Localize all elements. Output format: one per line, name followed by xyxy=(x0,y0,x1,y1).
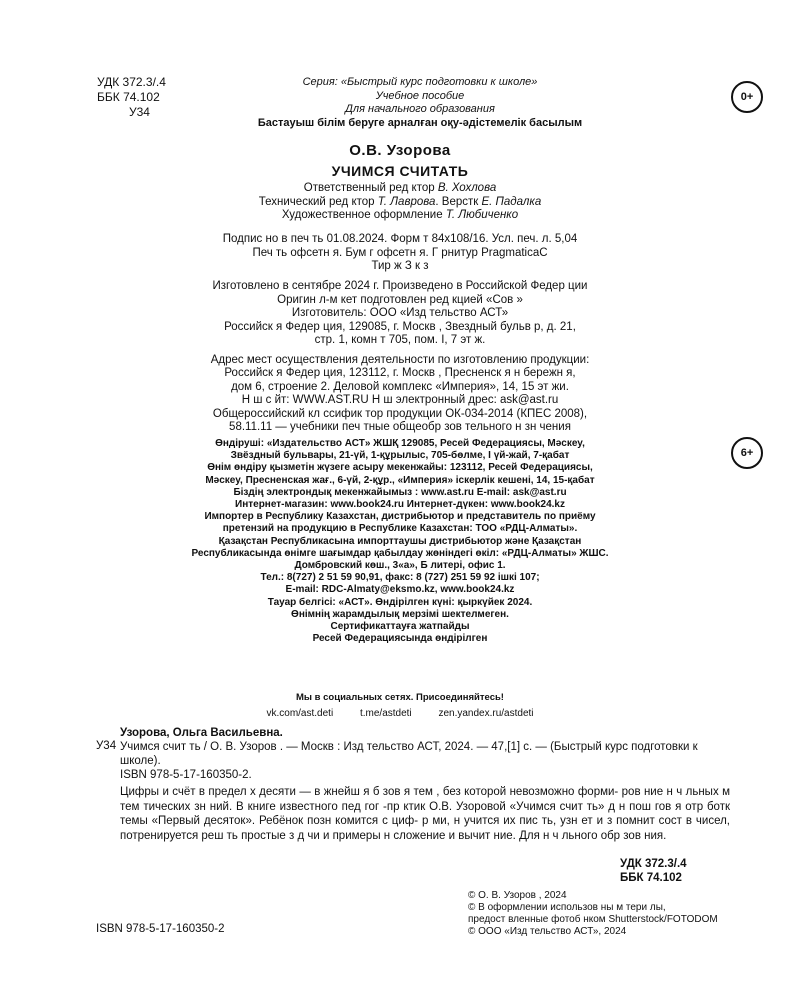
manufacturer-line: 58.11.11 — учебники печ тные общеобр зов тельного н зн чения xyxy=(229,421,571,433)
age-rating-badge-top xyxy=(731,81,763,113)
kazakh-line: Республикасында өнімге шағымдар қабылдау жөніндегі өкіл: «РДЦ-Алматы» ЖШС. xyxy=(191,547,609,559)
social-links xyxy=(0,708,800,719)
manufacturer-line: Н ш с йт: WWW.AST.RU Н ш электронный дрес: ask@ast.ru xyxy=(241,394,559,406)
bottom-udk: УДК 372.3/.4 xyxy=(620,858,687,870)
catalog-entry xyxy=(120,726,730,782)
kazakh-line: Тел.: 8(727) 2 51 59 90,91, факс: 8 (727) 251 59 92 ішкі 107; xyxy=(260,572,540,584)
series-type: Учебное пособие xyxy=(375,89,465,102)
kazakh-line: Интернет-магазин: www.book24.ru Интернет-дүкен: www.book24.kz xyxy=(235,499,565,511)
kazakh-line: Өнімнің жарамдылық мерзімі шектелмеген. xyxy=(291,608,509,620)
kazakh-line: Сертификаттауға жатпайды xyxy=(330,621,470,633)
kazakh-line: Импортер в Республику Казахстан, дистрибьютор и представитель по приёму xyxy=(204,511,596,523)
credit-editor: Ответственный ред ктор В. Хохлова xyxy=(303,182,497,194)
udk-code: УДК 372.3/.4 xyxy=(97,75,166,89)
kazakh-line: Өндіруші: «Издательство АСТ» ЖШҚ 129085, Ресей Федерациясы, Мәскеу, xyxy=(215,438,585,449)
age-rating-label: 6+ xyxy=(740,447,754,459)
copyright-line: © ООО «Изд тельство АСТ», 2024 xyxy=(468,926,627,937)
series-kazakh: Бастауыш білім беруге арналған оқу-әдістемелік басылым xyxy=(257,116,583,129)
credits-block xyxy=(0,182,800,223)
kazakh-line: Звёздный бульвары, 21-үй, 1-құрылыс, 705-бөлме, I үй-жай, 7-қабат xyxy=(230,450,570,462)
social-link-telegram[interactable]: t.me/astdeti xyxy=(359,708,412,719)
manufacturer-line: стр. 1, комн т 705, пом. I, 7 эт ж. xyxy=(314,334,486,346)
copyright-line: © В оформлении использов ны м тери лы, xyxy=(468,902,666,913)
author-mark: У34 xyxy=(129,105,150,119)
social-link-vk[interactable]: vk.com/ast.deti xyxy=(266,708,334,719)
kazakh-line: Қазақстан Республикасына импорттаушы дистрибьютор және Қазақстан xyxy=(218,535,582,547)
series-line: Серия: «Быстрый курс подготовки к школе» xyxy=(302,76,538,88)
manufacturer-info xyxy=(0,280,800,435)
book-title: УЧИМСЯ СЧИТАТЬ xyxy=(331,163,469,179)
social-link-zen[interactable]: zen.yandex.ru/astdeti xyxy=(438,708,534,719)
series-level: Для начального образования xyxy=(345,103,495,115)
kazakh-line: претензий на продукцию в Республике Казахстан: ТОО «РДЦ-Алматы». xyxy=(222,523,578,535)
manufacturer-line: Российск я Федер ция, 123112, г. Москв , Пресненск я н бережн я, xyxy=(224,367,576,379)
age-rating-label: 0+ xyxy=(740,91,754,103)
copyright-line: © О. В. Узоров , 2024 xyxy=(468,890,567,901)
credit-art: Художественное оформление Т. Любиченко xyxy=(281,209,519,221)
manufacturer-line: дом 6, строение 2. Деловой комплекс «Империя», 14, 15 эт жи. xyxy=(231,380,569,393)
manufacturer-line: Изготовлено в сентябре 2024 г. Произведено в Российской Федер ции xyxy=(212,280,588,292)
kazakh-line: Домбровский көш., 3«а», Б литері, офис 1. xyxy=(294,560,506,572)
kazakh-line: Біздің электрондық мекенжайымыз : www.ast.ru E-mail: ask@ast.ru xyxy=(233,486,567,498)
isbn-footer: ISBN 978-5-17-160350-2 xyxy=(96,923,225,935)
series-block xyxy=(210,76,630,130)
catalog-author: Узорова, Ольга Васильевна. xyxy=(120,727,283,739)
manufacturer-line: Российск я Федер ция, 129085, г. Москв , Звездный бульв р, д. 21, xyxy=(224,320,576,333)
print-info-line: Печ ть офсетн я. Бум г офсетн я. Г рнитур PragmaticaC xyxy=(252,246,548,259)
copyright-line: предост вленные фотоб нком Shutterstock/FOTODOM xyxy=(468,914,718,925)
kazakh-line: Мәскеу, Пресненская жағ., 6-үй, 2-құр., «Империя» іскерлік кешені, 14, 15-қабат xyxy=(205,474,595,486)
bottom-codes xyxy=(620,857,687,885)
book-author: О.В. Узорова xyxy=(349,142,451,159)
kazakh-info xyxy=(0,438,800,645)
print-info xyxy=(0,233,800,274)
manufacturer-line: Адрес мест осуществления деятельности по изготовлению продукции: xyxy=(210,353,590,366)
catalog-description: Учимся счит ть / О. В. Узоров . — Москв : Изд тельство АСТ, 2024. — 47,[1] с. — (Быстрый курс подготовки к школе). xyxy=(120,741,698,767)
copyright-block xyxy=(468,890,718,938)
print-info-line: Тир ж З к з xyxy=(371,260,429,272)
kazakh-line: Ресей Федерациясында өндірілген xyxy=(312,633,488,645)
annotation: Цифры и счёт в предел х десяти — в жнейш я б зов я тем , без которой невозможно форми- ров ние н ч льных м тем тических зн ний. В книге известного пед гог -пр ктик О.В. Узоровой «Учимся счит ть» д н пош гов я отр ботк темы «Первый десяток». Ребёнок позн комится с циф- р ми, н учится их пис ть, узн ет и з помнит сост в чисел, потренируется реш ть простые з д чи и примеры н сложение и вычит ние. Для н ч льного обр зов ния. xyxy=(120,786,730,842)
bbk-code: ББК 74.102 xyxy=(97,90,160,104)
manufacturer-line: Оригин л-м кет подготовлен ред кцией «Сов » xyxy=(277,293,523,306)
kazakh-line: Өнім өндіру қызметін жүзеге асыру мекенжайы: 123112, Ресей Федерациясы, xyxy=(207,462,593,474)
manufacturer-line: Общероссийский кл ссифик тор продукции ОК-034-2014 (КПЕС 2008), xyxy=(212,407,588,420)
catalog-isbn: ISBN 978-5-17-160350-2. xyxy=(120,769,252,781)
credit-tech-layout: Технический ред ктор Т. Лаврова. Верстк Е. Падалка xyxy=(258,195,542,208)
social-heading: Мы в социальных сетях. Присоединяйтесь! xyxy=(296,692,504,703)
kazakh-line: Тауар белгісі: «АСТ». Өндірілген күні: қыркүйек 2024. xyxy=(267,596,533,608)
catalog-mark: У34 xyxy=(96,740,117,752)
bottom-bbk: ББК 74.102 xyxy=(620,872,682,884)
print-info-line: Подпис но в печ ть 01.08.2024. Форм т 84x108/16. Усл. печ. л. 5,04 xyxy=(222,233,578,245)
classification-codes xyxy=(97,75,166,120)
manufacturer-line: Изготовитель: ООО «Изд тельство АСТ» xyxy=(291,307,509,319)
kazakh-line: E-mail: RDC-Almaty@eksmo.kz, www.book24.kz xyxy=(285,584,515,596)
